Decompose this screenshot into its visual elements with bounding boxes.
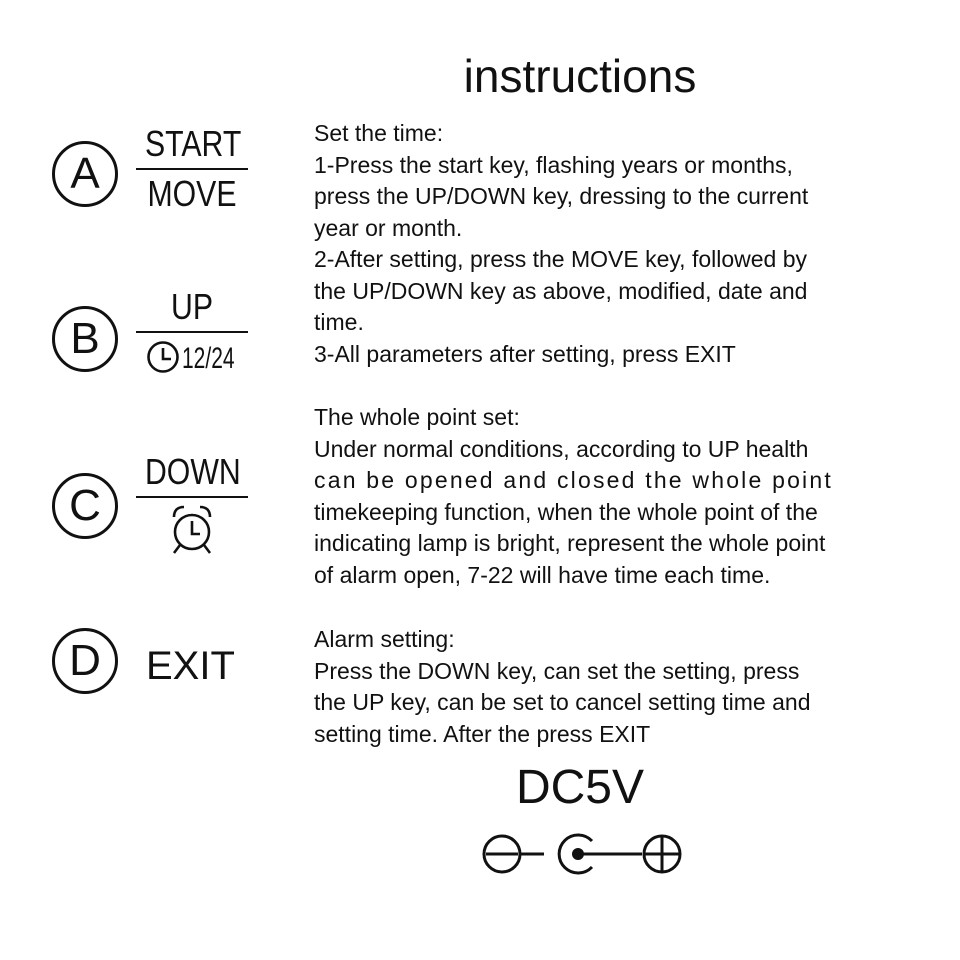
up-label: UP xyxy=(170,286,213,327)
move-label: MOVE xyxy=(147,173,237,214)
text-line: of alarm open, 7-22 will have time each time. xyxy=(314,561,771,588)
text-line: time. xyxy=(314,309,364,335)
section-heading: The whole point set: xyxy=(314,404,520,430)
text-line: press the UP/DOWN key, dressing to the current xyxy=(314,183,809,209)
alarm-clock-icon xyxy=(168,502,216,563)
section-heading: Set the time: xyxy=(314,120,444,146)
start-label: START xyxy=(144,123,242,164)
key-c-legend xyxy=(52,452,252,562)
exit-label: EXIT xyxy=(146,644,235,688)
text-line: 3-All parameters after setting, press EXIT xyxy=(314,340,736,367)
key-c-labels xyxy=(136,452,248,562)
fraction-divider xyxy=(136,168,248,170)
down-label: DOWN xyxy=(144,451,241,492)
text-line: 2-After setting, press the MOVE key, followed by xyxy=(314,246,808,272)
text-line: timekeeping function, when the whole point of the xyxy=(314,498,818,525)
fraction-divider xyxy=(136,331,248,333)
key-b-labels xyxy=(136,287,248,381)
clock-icon xyxy=(146,340,180,379)
key-a-legend xyxy=(52,120,252,230)
key-c-bottom xyxy=(136,502,248,562)
text-line: Press the DOWN key, can set the setting, press xyxy=(314,657,800,684)
text-line: can be opened and closed the whole point xyxy=(314,467,833,493)
text-line: setting time. After the press EXIT xyxy=(314,720,651,747)
power-spec-label: DC5V xyxy=(515,761,645,814)
text-line: Under normal conditions, according to UP health xyxy=(314,435,809,462)
text-line: indicating lamp is bright, represent the whole point xyxy=(314,530,826,556)
key-b-legend xyxy=(52,285,252,395)
set-time-section xyxy=(314,118,904,370)
dc-polarity-center-positive-icon xyxy=(478,826,688,887)
key-a-labels xyxy=(136,124,248,214)
page-title: instructions xyxy=(463,50,697,102)
fraction-divider xyxy=(136,496,248,498)
text-line: year or month. xyxy=(314,214,463,241)
text-line: the UP key, can be set to cancel setting time and xyxy=(314,689,811,715)
time-format-label: 12/24 xyxy=(182,342,235,375)
key-c-badge: C xyxy=(52,473,118,539)
key-a-badge: A xyxy=(52,141,118,207)
text-line: the UP/DOWN key as above, modified, date and xyxy=(314,277,808,304)
alarm-section xyxy=(314,624,904,750)
section-heading: Alarm setting: xyxy=(314,626,455,652)
whole-point-section xyxy=(314,402,904,591)
key-d-legend xyxy=(52,628,252,738)
key-d-badge: D xyxy=(52,628,118,694)
key-b-badge: B xyxy=(52,306,118,372)
key-b-bottom xyxy=(136,337,248,381)
text-line: 1-Press the start key, flashing years or months, xyxy=(314,151,793,178)
